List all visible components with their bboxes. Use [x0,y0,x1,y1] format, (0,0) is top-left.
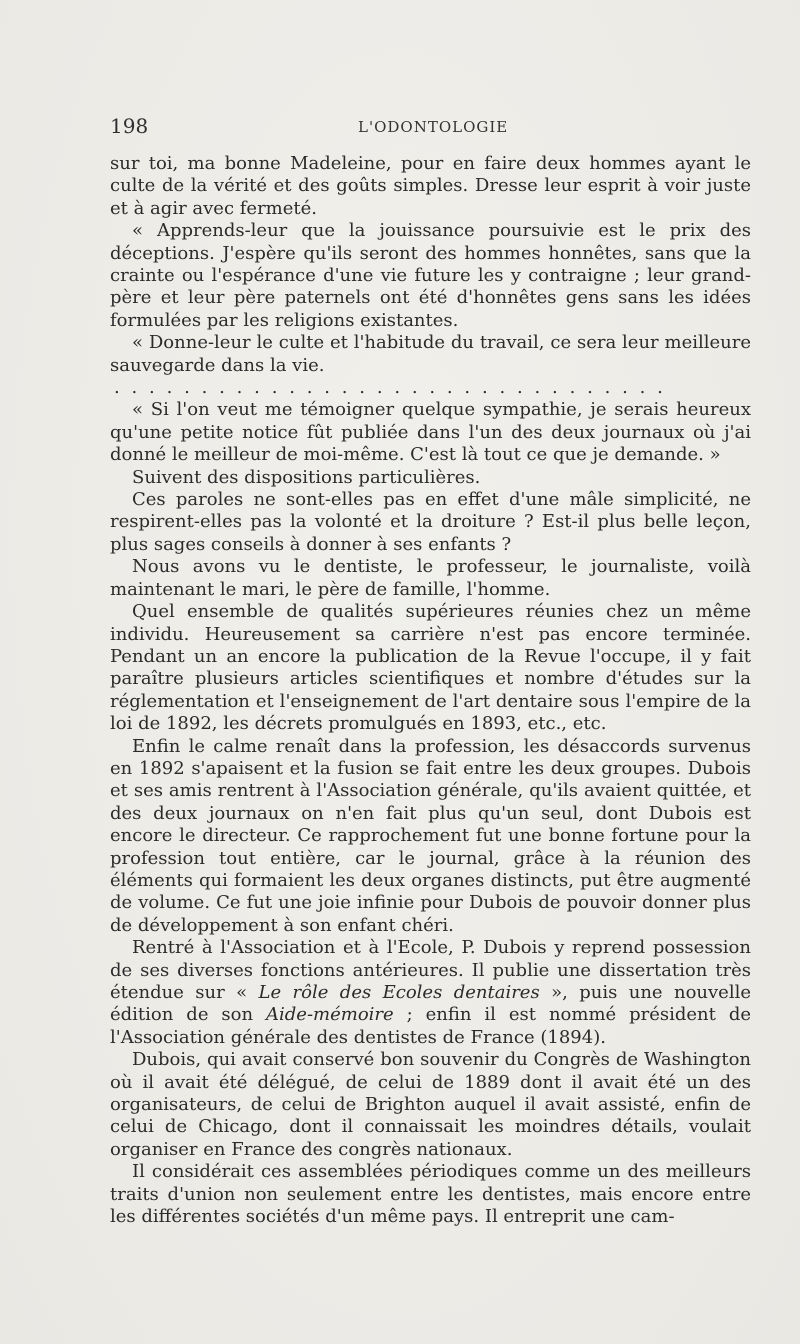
italic-title: Aide-mémoire [266,1004,394,1026]
paragraph: Dubois, qui avait conservé bon souvenir du Congrès de Washington où il avait été délégué, de celui de 1889 dont il avait été un des organisateurs, de celui de Brighton auquel il avait assisté, enfin de celui de Chicago, dont il connaissait les moindres détails, voulait organiser en France des congrès nationaux. [110,1049,751,1160]
paragraph: Quel ensemble de qualités supérieures réunies chez un même individu. Heureusement sa carrière n'est pas encore terminée. Pendant un an encore la publication de la Revue l'occupe, il y fait paraître plusieurs articles scientifiques et nombre d'études sur la réglementation et l'enseignement de l'art dentaire sous l'empire de la loi de 1892, les décrets promulgués en 1893, etc., etc. [110,601,751,735]
italic-title: Le rôle des Ecoles dentaires [258,982,540,1004]
paragraph-text: ; enfin il est nommé président de l'Association générale des dentistes de France (1894). [110,1004,752,1048]
page-number: 198 [110,114,149,138]
paragraph: Nous avons vu le dentiste, le professeur, le journaliste, voilà maintenant le mari, le père de famille, l'homme. [110,556,751,600]
running-head: L'ODONTOLOGIE [358,118,509,136]
paragraph-text: Rentré à l'Association et à l'Ecole, P. Dubois y reprend possession de ses diverses fonctions antérieures. Il publie une dissertation très étendue sur « [110,937,751,1004]
paragraph: Il considérait ces assemblées périodiques comme un des meilleurs traits d'union non seulement entre les dentistes, mais encore entre les différentes sociétés d'un même pays. Il entreprit une cam- [110,1161,751,1228]
paragraph: « Donne-leur le culte et l'habitude du travail, ce sera leur meilleure sauvegarde dans la vie. [110,332,751,376]
paragraph-text: », puis une nouvelle édition de son [110,982,751,1026]
paragraph: Suivent des dispositions particulières. [132,466,481,488]
paragraph [110,937,751,1049]
ellipsis-separator: ................................ [114,377,675,399]
paragraph: Enfin le calme renaît dans la profession, les désaccords survenus en 1892 s'apaisent et la fusion se fait entre les deux groupes. Dubois et ses amis rentrent à l'Association générale, qu'ils avaient quittée, et des deux journaux on n'en fait plus qu'un seul, dont Dubois est encore le directeur. Ce rapprochement fut une bonne fortune pour la profession tout entière, car le journal, grâce à la réunion des éléments qui formaient les deux organes distincts, put être augmenté de volume. Ce fut une joie infinie pour Dubois de pouvoir donner plus de développement à son enfant chéri. [110,735,751,936]
paragraph: « Apprends-leur que la jouissance poursuivie est le prix des déceptions. J'espère qu'ils seront des hommes honnêtes, sans que la crainte ou l'espérance d'une vie future les y contraigne ; leur grand-père et leur père paternels ont été d'honnêtes gens sans les idées formulées par les religions existantes. [110,220,751,331]
page-header [110,114,752,144]
paragraph: sur toi, ma bonne Madeleine, pour en faire deux hommes ayant le culte de la vérité et des goûts simples. Dresse leur esprit à voir juste et à agir avec fermeté. [110,153,751,219]
paragraph: Ces paroles ne sont-elles pas en effet d'une mâle simplicité, ne respirent-elles pas la volonté et la droiture ? Est-il plus belle leçon, plus sages conseils à donner à ses enfants ? [110,489,751,555]
body-text [110,153,751,1228]
paragraph: « Si l'on veut me témoigner quelque sympathie, je serais heureux qu'une petite notice fût publiée dans l'un des deux journaux où j'ai donné le meilleur de moi-même. C'est là tout ce que je demande. » [110,399,751,466]
